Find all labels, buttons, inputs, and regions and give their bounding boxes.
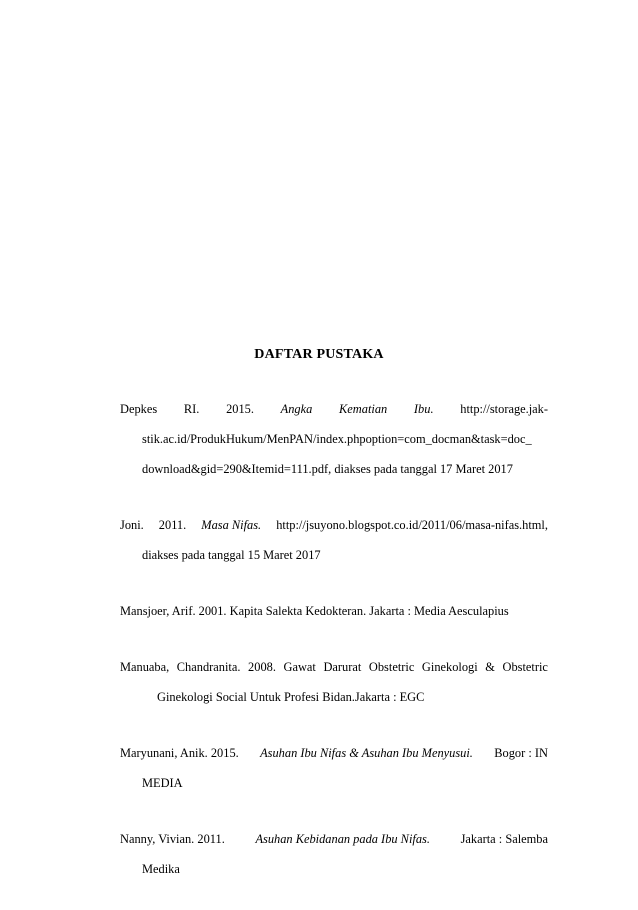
reference-list bbox=[120, 394, 548, 910]
reference-line bbox=[120, 652, 548, 682]
reference-manuaba bbox=[120, 652, 548, 712]
reference-line: stik.ac.id/ProdukHukum/MenPAN/index.phpoption=com_docman&task=doc_ bbox=[142, 432, 532, 446]
ref-word: Obstetric bbox=[368, 660, 415, 674]
reference-line bbox=[120, 510, 548, 540]
reference-line: Ginekologi Social Untuk Profesi Bidan.Jakarta : EGC bbox=[157, 690, 425, 704]
ref-publisher: Jakarta : Salemba bbox=[460, 832, 548, 846]
reference-line: MEDIA bbox=[142, 776, 183, 790]
reference-nanny bbox=[120, 824, 548, 884]
ref-url: http://jsuyono.blogspot.co.id/2011/06/masa-nifas.html, bbox=[276, 518, 548, 532]
ref-word: Gawat bbox=[283, 660, 316, 674]
reference-line bbox=[120, 824, 548, 854]
ref-title: Masa Nifas. bbox=[201, 518, 262, 532]
ref-title: Asuhan Kebidanan pada Ibu Nifas. bbox=[255, 832, 430, 846]
reference-line bbox=[120, 738, 548, 768]
ref-word: Obstetric bbox=[502, 660, 548, 674]
page-title: DAFTAR PUSTAKA bbox=[254, 347, 384, 362]
reference-line: Medika bbox=[142, 862, 180, 876]
ref-word: 2008. bbox=[248, 660, 276, 674]
reference-line: Mansjoer, Arif. 2001. Kapita Salekta Kedokteran. Jakarta : Media Aesculapius bbox=[120, 604, 509, 618]
ref-word: Depkes bbox=[120, 402, 158, 416]
ref-url-part: http://storage.jak- bbox=[460, 402, 548, 416]
ref-word: Darurat bbox=[323, 660, 362, 674]
reference-line: download&gid=290&Itemid=111.pdf, diakses pada tanggal 17 Maret 2017 bbox=[142, 462, 513, 476]
ref-word: Ginekologi bbox=[421, 660, 478, 674]
ref-word: Manuaba, bbox=[120, 660, 170, 674]
ref-word: RI. bbox=[183, 402, 200, 416]
ref-word: 2015. bbox=[226, 402, 254, 416]
reference-line: diakses pada tanggal 15 Maret 2017 bbox=[142, 548, 321, 562]
ref-word: Chandranita. bbox=[176, 660, 241, 674]
ref-word: & bbox=[485, 660, 495, 674]
ref-author: Joni. bbox=[120, 518, 144, 532]
ref-author: Nanny, Vivian. 2011. bbox=[120, 832, 225, 846]
reference-maryunani bbox=[120, 738, 548, 798]
ref-title-word: Angka bbox=[280, 402, 313, 416]
ref-title-word: Ibu. bbox=[413, 402, 434, 416]
reference-mansjoer bbox=[120, 596, 548, 626]
ref-title: Asuhan Ibu Nifas & Asuhan Ibu Menyusui. bbox=[260, 746, 473, 760]
ref-year: 2011. bbox=[158, 518, 187, 532]
ref-title-word: Kematian bbox=[339, 402, 388, 416]
reference-joni bbox=[120, 510, 548, 570]
ref-publisher: Bogor : IN bbox=[494, 746, 548, 760]
ref-author: Maryunani, Anik. 2015. bbox=[120, 746, 239, 760]
reference-line bbox=[120, 394, 548, 424]
reference-depkes bbox=[120, 394, 548, 484]
